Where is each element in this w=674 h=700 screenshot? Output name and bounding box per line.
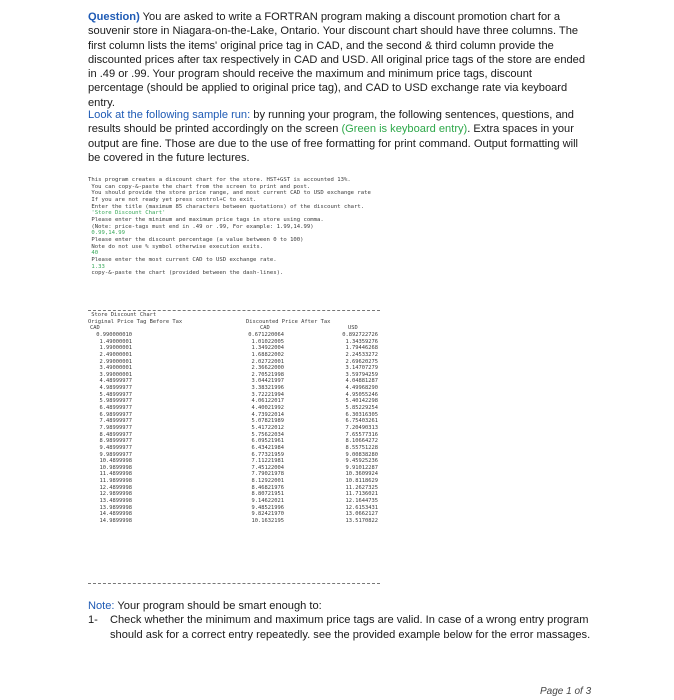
cell-discounted-cad: 1.01022005 — [251, 338, 284, 345]
question-paragraph — [88, 10, 588, 110]
instructions-text-2: . Extra spaces in your output are fine. Those are due to the use of free formatting for print command. Output formatting will be covered in the future lectures. — [88, 123, 579, 164]
question-label: Question) — [88, 11, 140, 23]
cell-original-cad: 6.48999977 — [99, 405, 132, 412]
instructions-text-1: by running your program, the following sentences, questions, and results should be printed accordingly on the screen — [88, 109, 574, 136]
cell-discounted-usd: 10.3609924 — [345, 471, 378, 478]
cell-discounted-usd: 12.6153431 — [345, 504, 378, 511]
cell-discounted-cad: 5.41722012 — [251, 424, 284, 431]
chart-row — [88, 498, 378, 505]
cell-discounted-cad: 1.68822002 — [251, 351, 284, 358]
cell-discounted-cad: 0.671220064 — [248, 331, 284, 338]
chart-subheader-row — [88, 325, 378, 332]
chart-row — [88, 505, 378, 512]
cell-discounted-cad: 6.77321959 — [251, 451, 284, 458]
chart-row — [88, 485, 378, 492]
cell-discounted-cad: 7.45122004 — [251, 464, 284, 471]
cell-discounted-usd: 11.2627325 — [345, 484, 378, 491]
cell-original-cad: 5.98999977 — [99, 398, 132, 405]
cell-discounted-cad: 7.79021978 — [251, 471, 284, 478]
note-text: Your program should be smart enough to: — [114, 600, 322, 612]
cell-discounted-cad: 6.09521961 — [251, 438, 284, 445]
cell-original-cad: 2.99000001 — [99, 358, 132, 365]
cell-discounted-usd: 1.34359276 — [345, 338, 378, 345]
cell-original-cad: 8.48999977 — [99, 431, 132, 438]
chart-row — [88, 339, 378, 346]
chart-row — [88, 345, 378, 352]
chart-subheader-cad-1: CAD — [90, 325, 100, 332]
note-item-1 — [88, 613, 598, 642]
cell-discounted-usd: 9.00838280 — [345, 451, 378, 458]
cell-original-cad: 10.4899998 — [99, 458, 132, 465]
cell-discounted-cad: 5.75622034 — [251, 431, 284, 438]
chart-row — [88, 478, 378, 485]
cell-discounted-cad: 3.04421997 — [251, 378, 284, 385]
console-output-line: Please enter the minimum and maximum price tags in store using comma. — [88, 216, 324, 223]
chart-row — [88, 332, 378, 339]
chart-row — [88, 425, 378, 432]
chart-title: Store Discount Chart — [88, 312, 157, 318]
chart-row — [88, 378, 378, 385]
question-text: You are asked to write a FORTRAN program making a discount promotion chart for a souvenir store in Niagara-on-the-Lake, Ontario. Your discount chart should have three columns. The first column lists the items' original price tag in CAD, and the second & third column provide the discounted prices after tax respectively in CAD and USD. All original price tags of the store are ended in .49 or .99. Your program should receive the maximum and minimum price tags, discount percentage (should be applied to original price tag), and CAD to USD exchange rate via keyboard entry. — [88, 11, 586, 109]
console-output-line: If you are not ready yet press control+C to exit. — [88, 196, 257, 203]
cell-discounted-usd: 10.8118629 — [345, 478, 378, 485]
cell-original-cad: 7.98999977 — [99, 424, 132, 431]
cell-discounted-usd: 8.55751228 — [345, 444, 378, 451]
cell-discounted-usd: 7.20490313 — [345, 424, 378, 431]
cell-original-cad: 11.9899998 — [99, 478, 132, 485]
cell-original-cad: 10.9899998 — [99, 464, 132, 471]
sample-run-console — [88, 177, 478, 277]
chart-row — [88, 438, 378, 445]
note-item-text: Check whether the minimum and maximum price tags are valid. In case of a wrong entry program should ask for a correct entry repeatedly. see the provided example below for the error massages. — [110, 614, 591, 641]
chart-row — [88, 432, 378, 439]
cell-original-cad: 13.4899998 — [99, 497, 132, 504]
chart-row — [88, 359, 378, 366]
console-output-line: This program creates a discount chart for the store. HST+GST is accounted 13%. — [88, 177, 351, 183]
chart-subheader-cad-2: CAD — [260, 325, 270, 332]
cell-discounted-usd: 2.69620275 — [345, 358, 378, 365]
chart-row — [88, 405, 378, 412]
cell-discounted-usd: 12.1644735 — [345, 497, 378, 504]
cell-discounted-usd: 5.85229254 — [345, 405, 378, 412]
chart-row — [88, 365, 378, 372]
cell-discounted-usd: 6.30316305 — [345, 411, 378, 418]
cell-original-cad: 9.98999977 — [99, 451, 132, 458]
cell-original-cad: 4.98999977 — [99, 385, 132, 392]
cell-discounted-usd: 7.65577316 — [345, 431, 378, 438]
cell-discounted-cad: 2.36622000 — [251, 365, 284, 372]
cell-original-cad: 14.9899998 — [99, 517, 132, 524]
chart-header-original: Original Price Tag Before Tax — [88, 318, 183, 325]
cell-original-cad: 1.99000001 — [99, 345, 132, 352]
cell-original-cad: 2.49000001 — [99, 351, 132, 358]
chart-row — [88, 458, 378, 465]
cell-discounted-cad: 7.11221981 — [251, 458, 284, 465]
cell-original-cad: 5.48999977 — [99, 391, 132, 398]
cell-discounted-usd: 3.59794259 — [345, 371, 378, 378]
chart-rows — [88, 332, 378, 525]
console-output-line: You should provide the store price range, and most current CAD to USD exchange rate — [88, 190, 371, 197]
cell-original-cad: 1.49000001 — [99, 338, 132, 345]
cell-discounted-cad: 8.80721951 — [251, 491, 284, 498]
cell-discounted-cad: 2.70521998 — [251, 371, 284, 378]
console-output-line: (Note: price-tags must end in .49 or .99, For example: 1.99,14.99) — [88, 223, 314, 230]
cell-discounted-usd: 9.91012287 — [345, 464, 378, 471]
cell-discounted-cad: 8.46821976 — [251, 484, 284, 491]
chart-row — [88, 412, 378, 419]
cell-original-cad: 6.98999977 — [99, 411, 132, 418]
cell-discounted-usd: 5.40142298 — [345, 398, 378, 405]
cell-discounted-usd: 4.04881287 — [345, 378, 378, 385]
cell-discounted-cad: 3.72221994 — [251, 391, 284, 398]
cell-discounted-cad: 9.82421970 — [251, 511, 284, 518]
cell-original-cad: 3.49000001 — [99, 365, 132, 372]
cell-discounted-cad: 5.07821989 — [251, 418, 284, 425]
cell-discounted-cad: 10.1632195 — [251, 517, 284, 524]
chart-header-row — [88, 319, 378, 326]
cell-discounted-cad: 1.34922004 — [251, 345, 284, 352]
chart-row — [88, 465, 378, 472]
cell-original-cad: 4.48999977 — [99, 378, 132, 385]
console-output-line: copy-&-paste the chart (provided between the dash-lines). — [88, 270, 284, 277]
page-number: Page 1 of 3 — [540, 686, 592, 697]
chart-row — [88, 372, 378, 379]
chart-row — [88, 452, 378, 459]
console-input-line: 40 — [88, 250, 99, 257]
note-item-number: 1- — [88, 614, 98, 627]
chart-subheader-usd: USD — [348, 325, 358, 332]
instructions-paragraph — [88, 108, 588, 165]
cell-discounted-usd: 8.10664272 — [345, 438, 378, 445]
cell-original-cad: 11.4899998 — [99, 471, 132, 478]
chart-row — [88, 471, 378, 478]
cell-discounted-cad: 4.73922014 — [251, 411, 284, 418]
chart-row — [88, 352, 378, 359]
cell-discounted-usd: 11.7136021 — [345, 491, 378, 498]
cell-discounted-usd: 4.49968290 — [345, 385, 378, 392]
note-label: Note: — [88, 600, 115, 612]
cell-discounted-cad: 9.48521996 — [251, 504, 284, 511]
cell-discounted-cad: 2.02722001 — [251, 358, 284, 365]
cell-discounted-usd: 3.14707279 — [345, 365, 378, 372]
discount-chart — [88, 312, 378, 525]
console-output-line: Note do not use % symbol otherwise execution exits. — [88, 243, 264, 250]
cell-original-cad: 8.98999977 — [99, 438, 132, 445]
cell-original-cad: 12.9899998 — [99, 491, 132, 498]
cell-discounted-usd: 13.5170822 — [345, 517, 378, 524]
chart-row — [88, 398, 378, 405]
chart-row — [88, 418, 378, 425]
keyboard-entry-note: (Green is keyboard entry) — [341, 123, 468, 136]
cell-original-cad: 7.48999977 — [99, 418, 132, 425]
console-input-line: 1.33 — [88, 263, 105, 270]
cell-discounted-usd: 1.79446268 — [345, 345, 378, 352]
cell-discounted-usd: 9.45925236 — [345, 458, 378, 465]
chart-row — [88, 491, 378, 498]
cell-discounted-usd: 4.95055246 — [345, 391, 378, 398]
chart-row — [88, 385, 378, 392]
console-input-line: 0.99,14.99 — [88, 230, 126, 237]
cell-discounted-cad: 4.06122017 — [251, 398, 284, 405]
chart-header-discounted: Discounted Price After Tax — [246, 318, 331, 325]
console-output-line: You can copy-&-paste the chart from the screen to print and post. — [88, 183, 311, 190]
console-output-line: Enter the title (maximum 85 characters between quotations) of the discount chart. — [88, 203, 365, 210]
cell-discounted-cad: 8.12922001 — [251, 478, 284, 485]
chart-row — [88, 392, 378, 399]
cell-discounted-cad: 6.43421984 — [251, 444, 284, 451]
instructions-lead: Look at the following sample run: — [88, 109, 251, 121]
cell-original-cad: 14.4899998 — [99, 511, 132, 518]
cell-discounted-usd: 13.0662127 — [345, 511, 378, 518]
cell-original-cad: 13.9899998 — [99, 504, 132, 511]
cell-discounted-usd: 2.24533272 — [345, 351, 378, 358]
console-input-line: 'Store Discount Chart' — [88, 210, 166, 217]
cell-original-cad: 0.990000010 — [96, 331, 132, 338]
cell-discounted-cad: 9.14622021 — [251, 497, 284, 504]
cell-discounted-cad: 3.38321996 — [251, 385, 284, 392]
chart-row — [88, 518, 378, 525]
cell-discounted-usd: 0.892722726 — [342, 331, 378, 338]
note-section — [88, 599, 598, 642]
cell-original-cad: 12.4899998 — [99, 484, 132, 491]
chart-row — [88, 511, 378, 518]
console-output-line: Please enter the discount percentage (a value between 0 to 100) — [88, 236, 304, 243]
console-output-line: Please enter the most current CAD to USD exchange rate. — [88, 256, 277, 263]
cell-discounted-usd: 6.75403261 — [345, 418, 378, 425]
cell-original-cad: 3.99000001 — [99, 371, 132, 378]
chart-row — [88, 445, 378, 452]
cell-discounted-cad: 4.40021992 — [251, 405, 284, 412]
cell-original-cad: 9.48999977 — [99, 444, 132, 451]
